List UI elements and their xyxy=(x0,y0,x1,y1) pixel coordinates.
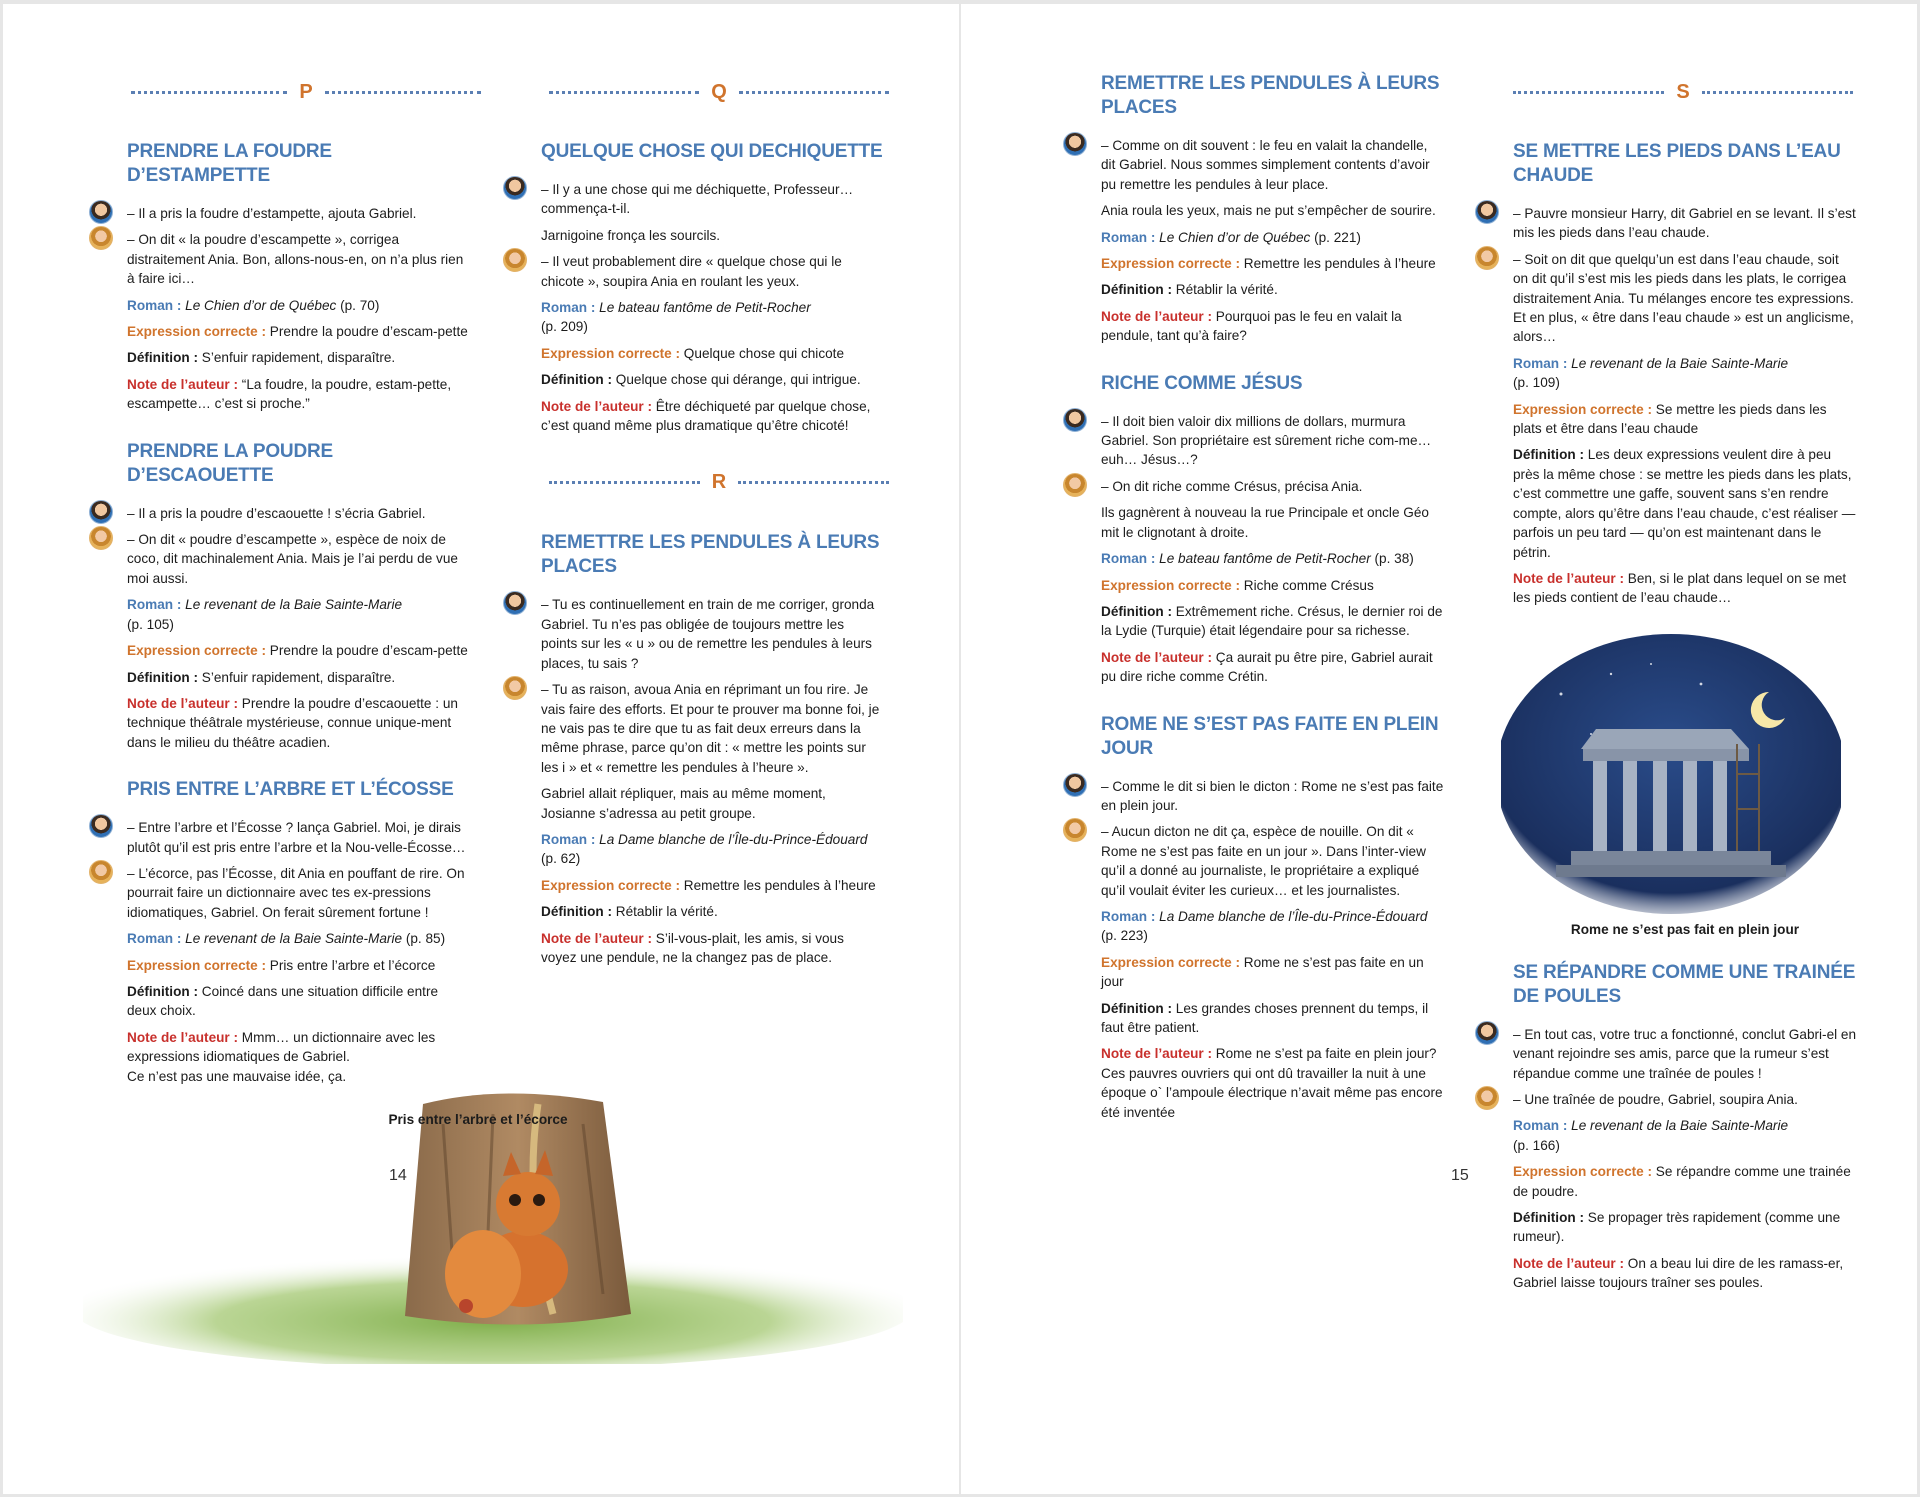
entry-title: REMETTRE LES PENDULES À LEURS PLACES xyxy=(541,532,880,578)
expression-text: Prendre la poudre d’escam-pette xyxy=(266,324,468,340)
roman-label: Roman : xyxy=(127,931,182,947)
entry-title: SE METTRE LES PIEDS DANS L’EAU CHAUDE xyxy=(1513,141,1841,186)
expression-line xyxy=(127,641,469,660)
expression-text: Se mettre les pieds dans les plats et être dans l’eau chaude xyxy=(1513,401,1827,437)
definition-text: S’enfuir rapidement, disparaître. xyxy=(197,350,396,366)
note-text: S’il-vous-plait, les amis, si vous voyez une pendule, ne la changez pas de place. xyxy=(541,930,844,965)
note-line xyxy=(1101,1044,1445,1122)
roman-line xyxy=(541,830,883,869)
entry-escaouette xyxy=(127,440,469,752)
expression-label: Expression correcte : xyxy=(127,643,267,659)
roman-page: (p. 62) xyxy=(541,851,581,867)
roman-title: Le revenant de la Baie Sainte-Marie xyxy=(1571,1118,1789,1134)
roman-line xyxy=(127,929,469,948)
expression-label: Expression correcte : xyxy=(541,345,681,361)
definition-line xyxy=(1101,280,1445,299)
narration: Ania roula les yeux, mais ne put s’empêcher de sourire. xyxy=(1101,203,1436,219)
roman-line xyxy=(1101,907,1445,946)
ania-avatar-icon xyxy=(89,526,113,550)
expression-text: Remettre les pendules à l’heure xyxy=(1240,256,1436,272)
gabriel-avatar-icon xyxy=(1063,132,1087,156)
dialogue-text: – On dit riche comme Crésus, précisa Ania. xyxy=(1101,478,1363,494)
expression-label: Expression correcte : xyxy=(1513,1164,1653,1180)
roman-label: Roman : xyxy=(1513,355,1568,371)
expression-line xyxy=(1101,953,1445,992)
definition-text: Les grandes choses prennent du temps, il faut être patient. xyxy=(1101,1000,1429,1035)
dialogue-ania xyxy=(1513,250,1857,347)
dialogue-text: – Comme le dit si bien le dicton : Rome ne s’est pas faite en plein jour. xyxy=(1101,778,1444,813)
letter-header-q xyxy=(549,77,889,107)
roman-page: (p. 38) xyxy=(1370,551,1414,567)
temple-icon xyxy=(1581,729,1749,749)
expression-text: Prendre la poudre d’escam-pette xyxy=(266,643,468,659)
definition-label: Définition : xyxy=(127,983,198,999)
note-line xyxy=(541,929,883,968)
note-text: Pourquoi pas le feu en valait la pendule, tant qu’à faire? xyxy=(1101,308,1402,344)
entry-title: PRIS ENTRE L’ARBRE ET L’ÉCOSSE xyxy=(127,779,454,801)
dialogue-text: – Pauvre monsieur Harry, dit Gabriel en se levant. Il s’est mis les pieds dans l’eau chaude. xyxy=(1513,206,1856,241)
definition-text: Rétablir la vérité. xyxy=(1171,282,1278,298)
definition-label: Définition : xyxy=(127,350,198,366)
note-text: On a beau lui dire de les ramass-er, Gabriel laisse toujours traîner ses poules. xyxy=(1513,1255,1844,1291)
definition-line xyxy=(541,370,883,389)
ania-avatar-icon xyxy=(1475,1086,1499,1110)
entry-title: QUELQUE CHOSE QUI DECHIQUETTE xyxy=(541,141,883,162)
roman-line xyxy=(127,296,469,315)
entry-dechiquette xyxy=(541,140,883,435)
letter-p: P xyxy=(299,81,313,103)
letter-header-p xyxy=(131,77,481,107)
roman-label: Roman : xyxy=(1101,908,1156,924)
note-line xyxy=(1101,307,1445,346)
expression-line xyxy=(1101,576,1445,595)
note-label: Note de l’auteur : xyxy=(127,1029,239,1045)
letter-header-r xyxy=(549,467,889,497)
roman-label: Roman : xyxy=(541,831,596,847)
note-line xyxy=(127,375,469,414)
note-label: Note de l’auteur : xyxy=(1101,649,1213,665)
entry-trainee xyxy=(1513,961,1857,1293)
dialogue-text: – Aucun dicton ne dit ça, espèce de nouille. On dit « Rome ne s’est pas faite en un jour ». Dans l’inter-view qu’il a donné au journaliste, le propriétaire a expliqué qu’il voulait éviter les curieux… et les journalistes. xyxy=(1101,824,1426,898)
gabriel-avatar-icon xyxy=(89,814,113,838)
definition-text: Les deux expressions veulent dire à peu près la même chose : se mettre les pieds dans les plats, c’est commettre une gaffe, souvent sans s’en rendre compte, alors qu’être dans l’eau chaude, c’est réaliser — parfois un peu tard — qu’on est maintenant dans le pétrin. xyxy=(1513,447,1856,560)
definition-line xyxy=(127,982,469,1021)
definition-line xyxy=(1513,445,1857,561)
dialogue-gabriel xyxy=(1513,204,1857,243)
note-text: Prendre la poudre d’escaouette : un technique théâtrale mystérieuse, connue unique-ment dans le milieu du théâtre acadien. xyxy=(127,695,458,750)
squirrel-caption: Pris entre l’arbre et l’écorce xyxy=(388,1112,568,1127)
page-right xyxy=(961,4,1917,1494)
definition-label: Définition : xyxy=(541,904,612,920)
roman-line xyxy=(1101,228,1445,247)
dialogue-ania xyxy=(127,864,469,922)
dialogue-text: – Il veut probablement dire « quelque chose qui le chicote », soupira Ania en roulant les yeux. xyxy=(541,254,842,289)
page-number-right: 15 xyxy=(1451,1167,1469,1184)
dialogue-gabriel xyxy=(541,180,883,219)
roman-line xyxy=(1101,549,1445,568)
dialogue-text: – Tu as raison, avoua Ania en réprimant un fou rire. Je vais faire des efforts. Et pour te prouver ma bonne foi, je ne vais pas te dire que tu as fait deux erreurs dans la même phrase, parce qu’on dit : « mettre les points sur les i » et « remettre les pendules à l’heure ». xyxy=(541,682,880,775)
dialogue-text: – Comme on dit souvent : le feu en valait la chandelle, dit Gabriel. Nous sommes simplement contents d’avoir pu remettre les pendules à leur place. xyxy=(1101,138,1430,192)
expression-label: Expression correcte : xyxy=(127,957,267,973)
roman-title: Le revenant de la Baie Sainte-Marie xyxy=(185,931,403,947)
roman-page: (p. 209) xyxy=(541,319,588,335)
roman-label: Roman : xyxy=(1513,1118,1568,1134)
roman-title: La Dame blanche de l’Île-du-Prince-Édouard xyxy=(599,831,868,847)
definition-text: Se propager très rapidement (comme une rumeur). xyxy=(1513,1209,1841,1245)
dialogue-text: – On dit « poudre d’escampette », espèce de noix de coco, dit machinalement Ania. Mais je l’ai perdu de vue moi aussi. xyxy=(127,532,458,586)
roman-title: Le bateau fantôme de Petit-Rocher xyxy=(1159,551,1371,567)
note-label: Note de l’auteur : xyxy=(541,930,653,946)
expression-line xyxy=(127,322,469,341)
gabriel-avatar-icon xyxy=(1475,200,1499,224)
definition-line xyxy=(1101,999,1445,1038)
entry-title: REMETTRE LES PENDULES À LEURS PLACES xyxy=(1101,73,1440,118)
dialogue-gabriel xyxy=(541,595,883,673)
note-label: Note de l’auteur : xyxy=(1513,1255,1625,1271)
definition-line xyxy=(127,668,469,687)
entry-arbre xyxy=(127,778,469,1086)
dialogue-ania xyxy=(1101,822,1445,900)
note-text: Mmm… un dictionnaire avec les expressions idiomatiques de Gabriel. xyxy=(127,1029,436,1065)
dialogue-text: – Entre l’arbre et l’Écosse ? lança Gabriel. Moi, je dirais plutôt qu’il est pris entre l’arbre et la Nou-velle-Écosse… xyxy=(127,820,466,855)
expression-label: Expression correcte : xyxy=(127,324,267,340)
dialogue-text: – Il y a une chose qui me déchiquette, Professeur… commença-t-il. xyxy=(541,182,854,217)
letter-r: R xyxy=(711,471,727,494)
note-line xyxy=(127,694,469,752)
entry-pendules-r xyxy=(541,531,883,967)
page-left xyxy=(3,4,959,1494)
note-label: Note de l’auteur : xyxy=(127,695,239,711)
note-label: Note de l’auteur : xyxy=(127,376,239,392)
expression-label: Expression correcte : xyxy=(1513,401,1653,417)
definition-label: Définition : xyxy=(541,372,612,388)
roman-line xyxy=(127,595,469,634)
definition-text: Quelque chose qui dérange, qui intrigue. xyxy=(611,372,861,388)
gabriel-avatar-icon xyxy=(503,591,527,615)
dialogue-text: – Soit on dit que quelqu’un est dans l’eau chaude, soit on dit qu’il s’est mis les pieds dans les plats, le corrigea distraitement Ania. Tu mélanges encore tes expressions. Et en plus, « être dans l’eau chaude » est un anglicisme, alors… xyxy=(1513,251,1854,345)
entry-title: SE RÉPANDRE COMME UNE TRAINÉE DE POULES xyxy=(1513,961,1856,1007)
roman-title: La Dame blanche de l’Île-du-Prince-Édouard xyxy=(1159,908,1428,924)
definition-label: Définition : xyxy=(1513,447,1584,463)
note-line xyxy=(127,1028,469,1086)
column-q-r xyxy=(541,4,883,993)
column-r-cont xyxy=(1101,72,1445,1148)
roman-label: Roman : xyxy=(1101,551,1156,567)
note-line xyxy=(1513,1254,1857,1293)
dialogue-text: – Il a pris la foudre d’estampette, ajouta Gabriel. xyxy=(127,206,417,221)
expression-text: Riche comme Crésus xyxy=(1240,577,1374,593)
dialogue-ania xyxy=(541,680,883,777)
dialogue-text: – L’écorce, pas l’Écosse, dit Ania en pouffant de rire. On pourrait faire un dictionnaire avec tes ex-pressions idiomatiques, Gabriel. On ferait sûrement fortune ! xyxy=(127,865,465,920)
gabriel-avatar-icon xyxy=(1475,1021,1499,1045)
gabriel-avatar-icon xyxy=(89,500,113,524)
entry-title: PRENDRE LA POUDRE D’ESCAOUETTE xyxy=(127,440,333,486)
roman-title: Le Chien d’or de Québec xyxy=(1159,229,1311,245)
definition-text: Coincé dans une situation difficile entre deux choix. xyxy=(127,983,439,1019)
dialogue-text: – Il a pris la poudre d’escaouette ! s’écria Gabriel. xyxy=(127,505,426,521)
column-p xyxy=(127,4,469,1112)
dialogue-gabriel xyxy=(1513,1025,1857,1083)
definition-label: Définition : xyxy=(1101,603,1172,619)
note-text: Être déchiqueté par quelque chose, c’est quand même plus dramatique qu’être chicoté! xyxy=(541,398,871,434)
expression-line xyxy=(127,956,469,975)
expression-text: Quelque chose qui chicote xyxy=(680,345,845,361)
note-text: Ça aurait pu être pire, Gabriel aurait pu dire riche comme Crétin. xyxy=(1101,649,1433,685)
entry-rome xyxy=(1101,713,1445,1123)
dialogue-text: – Tu es continuellement en train de me corriger, gronda Gabriel. Tu n’es pas obligée de toujours mettre les points sur les « u » ou de remettre les pendules à leurs places, tu sais ? xyxy=(541,597,875,671)
dialogue-ania xyxy=(127,530,469,588)
definition-line xyxy=(1513,1208,1857,1247)
roman-page: (p. 105) xyxy=(127,616,174,632)
gabriel-avatar-icon xyxy=(503,176,527,200)
dialogue-ania xyxy=(1101,477,1445,496)
gabriel-avatar-icon xyxy=(89,200,113,224)
narration: Ils gagnèrent à nouveau la rue Principale et oncle Géo mit le clignotant à droite. xyxy=(1101,505,1429,540)
definition-label: Définition : xyxy=(1101,282,1172,298)
roman-page: (p. 109) xyxy=(1513,375,1560,391)
definition-text: Extrêmement riche. Crésus, le dernier roi de la Lydie (Turquie) était légendaire pour sa richesse. xyxy=(1101,603,1443,639)
narration: Jarnigoine fronça les sourcils. xyxy=(541,227,721,243)
column-s xyxy=(1513,4,1857,1319)
expression-label: Expression correcte : xyxy=(1101,256,1241,272)
roman-page: (p. 166) xyxy=(1513,1137,1560,1153)
entry-title: ROME NE S’EST PAS FAITE EN PLEIN JOUR xyxy=(1101,713,1439,759)
dialogue-ania xyxy=(127,230,469,288)
expression-line xyxy=(541,344,883,363)
roman-line xyxy=(541,298,883,337)
roman-line xyxy=(1513,1116,1857,1155)
entry-foudre xyxy=(127,140,469,414)
entry-title: PRENDRE LA FOUDRE D’ESTAMPETTE xyxy=(127,141,332,186)
ania-avatar-icon xyxy=(89,860,113,884)
ania-avatar-icon xyxy=(503,676,527,700)
ania-avatar-icon xyxy=(89,226,113,250)
gabriel-avatar-icon xyxy=(1063,408,1087,432)
roman-page: (p. 85) xyxy=(402,931,446,947)
note-text: Rome ne s’est pa faite en plein jour? Ces pauvres ouvriers qui ont dû travailler la nuit à une époque o` l’ampoule électrique n’avait même pas encore été inventée xyxy=(1101,1046,1443,1120)
letter-s: S xyxy=(1676,81,1690,103)
note-label: Note de l’auteur : xyxy=(1101,1046,1213,1062)
note-line xyxy=(1101,648,1445,687)
dialogue-gabriel xyxy=(127,204,469,223)
dialogue-text: – Une traînée de poudre, Gabriel, soupira Ania. xyxy=(1513,1091,1798,1107)
roman-label: Roman : xyxy=(127,297,182,313)
note-label: Note de l’auteur : xyxy=(541,398,653,414)
roman-title: Le Chien d’or de Québec xyxy=(185,297,337,313)
expression-text: Remettre les pendules à l’heure xyxy=(680,877,876,893)
note-label: Note de l’auteur : xyxy=(1101,308,1213,324)
page-number-left: 14 xyxy=(389,1167,407,1184)
bird-icon xyxy=(459,1299,473,1313)
expression-line xyxy=(541,876,883,895)
roman-page: (p. 221) xyxy=(1310,229,1361,245)
roman-label: Roman : xyxy=(127,597,182,613)
expression-label: Expression correcte : xyxy=(1101,577,1241,593)
roman-line xyxy=(1513,354,1857,393)
definition-label: Définition : xyxy=(127,669,198,685)
expression-text: Rome ne s’est pas faite en un jour xyxy=(1101,954,1424,990)
roman-label: Roman : xyxy=(1101,229,1156,245)
roman-title: Le revenant de la Baie Sainte-Marie xyxy=(185,597,403,613)
expression-line xyxy=(1101,254,1445,273)
note-text: “La foudre, la poudre, estam-pette, escampette… c’est si proche.” xyxy=(127,376,452,412)
dialogue-gabriel xyxy=(1101,136,1445,194)
roman-label: Roman : xyxy=(541,300,596,316)
definition-line xyxy=(1101,602,1445,641)
ania-avatar-icon xyxy=(1063,818,1087,842)
expression-label: Expression correcte : xyxy=(541,877,681,893)
dialogue-gabriel xyxy=(127,818,469,857)
definition-label: Définition : xyxy=(1513,1209,1584,1225)
dialogue-ania xyxy=(541,252,883,291)
roman-page: (p. 70) xyxy=(336,297,380,313)
dialogue-gabriel xyxy=(127,504,469,523)
letter-header-s xyxy=(1513,77,1853,107)
expression-text: Pris entre l’arbre et l’écorce xyxy=(266,957,436,973)
roman-title: Le revenant de la Baie Sainte-Marie xyxy=(1571,355,1789,371)
ania-avatar-icon xyxy=(503,248,527,272)
definition-line xyxy=(127,348,469,367)
definition-text: S’enfuir rapidement, disparaître. xyxy=(197,669,396,685)
expression-line xyxy=(1513,1162,1857,1201)
narration: Gabriel allait répliquer, mais au même moment, Josianne s’adressa au petit groupe. xyxy=(541,786,826,821)
entry-pieds xyxy=(1513,140,1857,608)
definition-text: Rétablir la vérité. xyxy=(611,904,718,920)
dialogue-text: – Il doit bien valoir dix millions de dollars, murmura Gabriel. Son propriétaire est sûrement riche com-me… euh… Jésus…? xyxy=(1101,413,1432,468)
dialogue-text: – On dit « la poudre d’escampette », corrigea distraitement Ania. Bon, allons-nous-en, on n’a plus rien à faire ici… xyxy=(127,232,464,287)
dialogue-ania xyxy=(1513,1090,1857,1109)
note-text: Ben, si le plat dans lequel on se met les pieds contient de l’eau chaude… xyxy=(1513,570,1847,606)
entry-title: RICHE COMME JÉSUS xyxy=(1101,372,1303,394)
ania-avatar-icon xyxy=(1475,246,1499,270)
note-line xyxy=(1513,569,1857,608)
definition-line xyxy=(541,902,883,921)
ania-avatar-icon xyxy=(1063,473,1087,497)
expression-label: Expression correcte : xyxy=(1101,954,1241,970)
temple-caption: Rome ne s’est pas fait en plein jour xyxy=(1570,921,1800,937)
dialogue-gabriel xyxy=(1101,777,1445,816)
roman-page: (p. 223) xyxy=(1101,928,1148,944)
note-label: Note de l’auteur : xyxy=(1513,570,1625,586)
entry-pendules-r2 xyxy=(1101,72,1445,346)
note-text-2: Ce n’est pas une mauvaise idée, ça. xyxy=(127,1068,347,1084)
note-line xyxy=(541,397,883,436)
definition-label: Définition : xyxy=(1101,1000,1172,1016)
dialogue-text: – En tout cas, votre truc a fonctionné, conclut Gabri-el en venant rejoindre ses amis, parce que la rumeur s’est répandue comme une traînée de poules ! xyxy=(1513,1026,1857,1081)
gabriel-avatar-icon xyxy=(1063,773,1087,797)
expression-line xyxy=(1513,400,1857,439)
letter-q: Q xyxy=(711,81,727,103)
entry-jesus xyxy=(1101,372,1445,687)
expression-text: Se répandre comme une trainée de poudre. xyxy=(1513,1164,1851,1199)
roman-title: Le bateau fantôme de Petit-Rocher xyxy=(599,300,811,316)
dialogue-gabriel xyxy=(1101,412,1445,470)
temple-illustration xyxy=(1501,634,1841,914)
